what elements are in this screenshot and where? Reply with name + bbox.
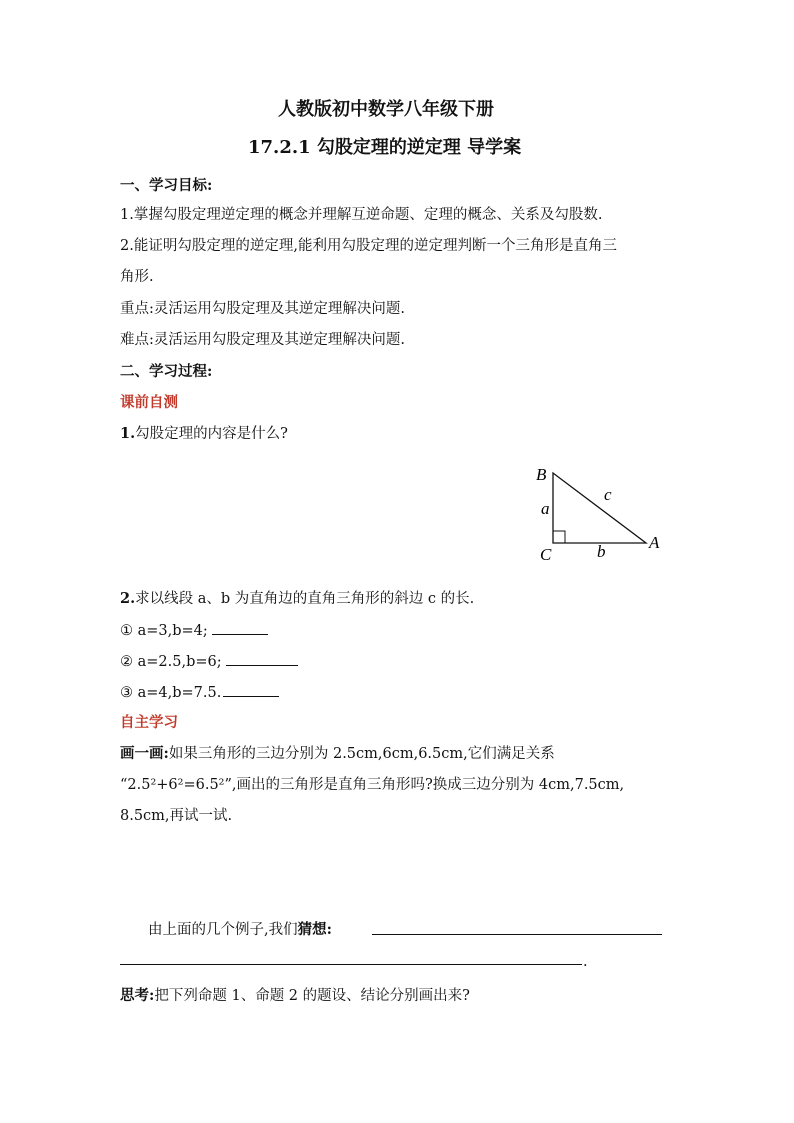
key-point: 重点:灵活运用勾股定理及其逆定理解决问题. (120, 301, 405, 317)
question-1-text: 勾股定理的内容是什么? (135, 426, 288, 442)
process-heading: 二、学习过程: (120, 363, 213, 380)
answer-blank-1[interactable] (212, 620, 268, 635)
q2-item-1-text: ① a=3,b=4; (120, 623, 208, 639)
q2-item-3 (120, 682, 279, 703)
guess-prefix: 由上面的几个例子,我们 (148, 922, 298, 938)
objective-1: 1.掌握勾股定理逆定理的概念并理解互逆命题、定理的概念、关系及勾股数. (120, 207, 603, 223)
vertex-label-B: B (536, 465, 547, 484)
think-line (120, 986, 470, 1006)
draw-line-1-text: 如果三角形的三边分别为 2.5cm,6cm,6.5cm,它们满足关系 (168, 746, 555, 762)
objectives-heading: 一、学习目标: (120, 177, 213, 194)
objective-2-line2: 角形. (120, 269, 154, 285)
question-1-number: 1. (120, 425, 136, 442)
question-2-number: 2. (120, 590, 136, 607)
q2-item-1 (120, 620, 268, 641)
objective-2-line1: 2.能证明勾股定理的逆定理,能利用勾股定理的逆定理判断一个三角形是直角三 (120, 238, 617, 254)
question-1 (120, 424, 288, 444)
think-label: 思考: (120, 987, 155, 1004)
answer-blank-2[interactable] (226, 651, 298, 666)
q2-item-2-text: ② a=2.5,b=6; (120, 654, 222, 670)
page-subtitle: 17.2.1 勾股定理的逆定理 导学案 (248, 137, 522, 158)
right-triangle-figure (528, 458, 668, 568)
guess-line (148, 920, 332, 940)
right-angle-mark (553, 531, 565, 543)
guess-label: 猜想: (297, 921, 332, 938)
difficulty: 难点:灵活运用勾股定理及其逆定理解决问题. (120, 332, 405, 348)
pretest-heading: 课前自测 (120, 394, 178, 411)
answer-blank-3[interactable] (223, 682, 279, 697)
draw-label: 画一画: (120, 745, 169, 762)
guess-blank-line-1[interactable] (372, 934, 662, 935)
page-title: 人教版初中数学八年级下册 (278, 99, 494, 120)
side-label-a: a (541, 499, 550, 518)
guess-blank-line-2[interactable] (120, 964, 582, 965)
question-2-text: 求以线段 a、b 为直角边的直角三角形的斜边 c 的长. (135, 591, 475, 607)
guess-end-period: . (583, 954, 588, 970)
think-text: 把下列命题 1、命题 2 的题设、结论分别画出来? (154, 988, 470, 1004)
triangle-shape (553, 473, 646, 543)
vertex-label-C: C (540, 545, 552, 564)
side-label-b: b (597, 542, 606, 561)
question-2 (120, 589, 474, 609)
draw-line-3: 8.5cm,再试一试. (120, 808, 233, 824)
q2-item-2 (120, 651, 298, 672)
draw-line-1 (120, 744, 555, 764)
side-label-c: c (604, 485, 612, 504)
q2-item-3-text: ③ a=4,b=7.5. (120, 685, 222, 701)
draw-line-2: “2.5²+6²=6.5²”,画出的三角形是直角三角形吗?换成三边分别为 4cm,7.5cm, (120, 777, 625, 793)
self-study-heading: 自主学习 (120, 714, 178, 731)
vertex-label-A: A (649, 533, 660, 552)
